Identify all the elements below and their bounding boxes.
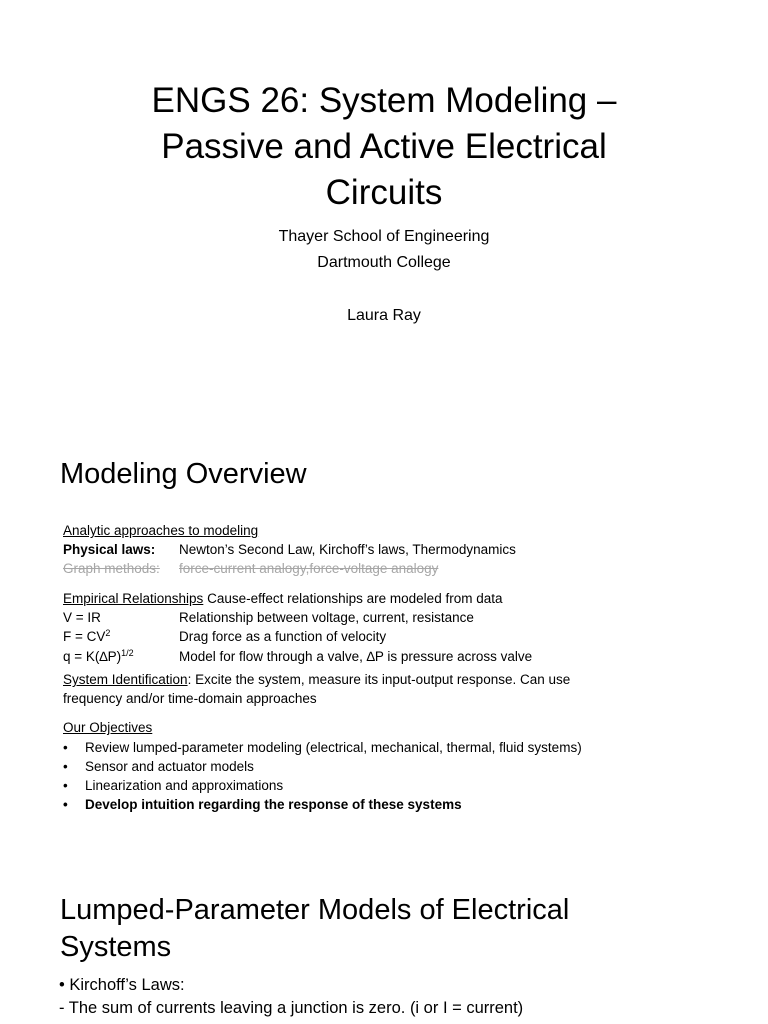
slide3-title — [60, 892, 569, 966]
slide1-title — [0, 78, 768, 216]
graph-label: Graph methods: — [63, 561, 160, 576]
title-line-1: ENGS 26: System Modeling – — [151, 81, 617, 120]
physical-text: Newton’s Second Law, Kirchoff’s laws, Thermodynamics — [179, 542, 516, 557]
graph-methods-row — [63, 559, 703, 578]
slide3-title-line-2: Systems — [60, 931, 172, 963]
relation-eq: V = IR — [63, 610, 101, 625]
objective-text: Linearization and approximations — [85, 778, 284, 793]
relation-eq-base: F = CV — [63, 629, 106, 644]
relation-desc: Model for flow through a valve, ∆P is pressure across valve — [179, 649, 533, 664]
relation-row — [63, 627, 703, 646]
relation-eq-sup: 1/2 — [121, 648, 134, 658]
slide2-title: Modeling Overview — [60, 458, 307, 490]
objectives-heading: Our Objectives — [63, 720, 153, 735]
relation-desc: Relationship between voltage, current, resistance — [179, 610, 474, 625]
bullet-icon: • — [63, 759, 68, 774]
relation-eq-sup: 2 — [105, 628, 111, 638]
sysid-heading: System Identification — [63, 672, 188, 687]
relation-row — [63, 608, 703, 627]
relation-row — [63, 647, 703, 666]
slide3-title-line-1: Lumped-Parameter Models of Electrical — [60, 894, 570, 926]
physical-laws-row — [63, 540, 703, 559]
objective-text: Develop intuition regarding the response of these systems — [85, 797, 462, 812]
relation-eq — [63, 649, 134, 664]
empirical-heading: Empirical Relationships — [63, 591, 204, 606]
sysid-text-line2: frequency and/or time-domain approaches — [63, 691, 317, 706]
physical-label: Physical laws: — [63, 542, 156, 557]
current-law-line: - The sum of currents leaving a junction is zero. (i or I = current) — [59, 999, 524, 1017]
objective-text: Review lumped-parameter modeling (electrical, mechanical, thermal, fluid systems) — [85, 740, 582, 755]
bullet-icon: • — [63, 740, 68, 755]
analytic-heading: Analytic approaches to modeling — [63, 523, 259, 538]
graph-text: force-current analogy,force-voltage analogy — [179, 561, 439, 576]
college: Dartmouth College — [317, 254, 451, 271]
author: Laura Ray — [347, 307, 421, 324]
institution: Thayer School of Engineering — [278, 228, 490, 245]
bullet-icon: • — [63, 778, 68, 793]
title-line-2: Passive and Active Electrical — [161, 127, 607, 166]
relation-desc: Drag force as a function of velocity — [179, 629, 387, 644]
relation-eq-base: q = K(∆P) — [63, 649, 122, 664]
kirchoff-line: • Kirchoff’s Laws: — [59, 976, 185, 994]
sysid-text: : Excite the system, measure its input-output response. Can use — [187, 672, 571, 687]
empirical-text: Cause-effect relationships are modeled from data — [203, 591, 503, 606]
relation-eq — [63, 629, 110, 644]
objective-text: Sensor and actuator models — [85, 759, 254, 774]
title-line-3: Circuits — [325, 173, 443, 212]
bullet-icon: • — [63, 797, 68, 812]
empirical-row — [63, 589, 502, 608]
sysid-row — [63, 670, 570, 689]
